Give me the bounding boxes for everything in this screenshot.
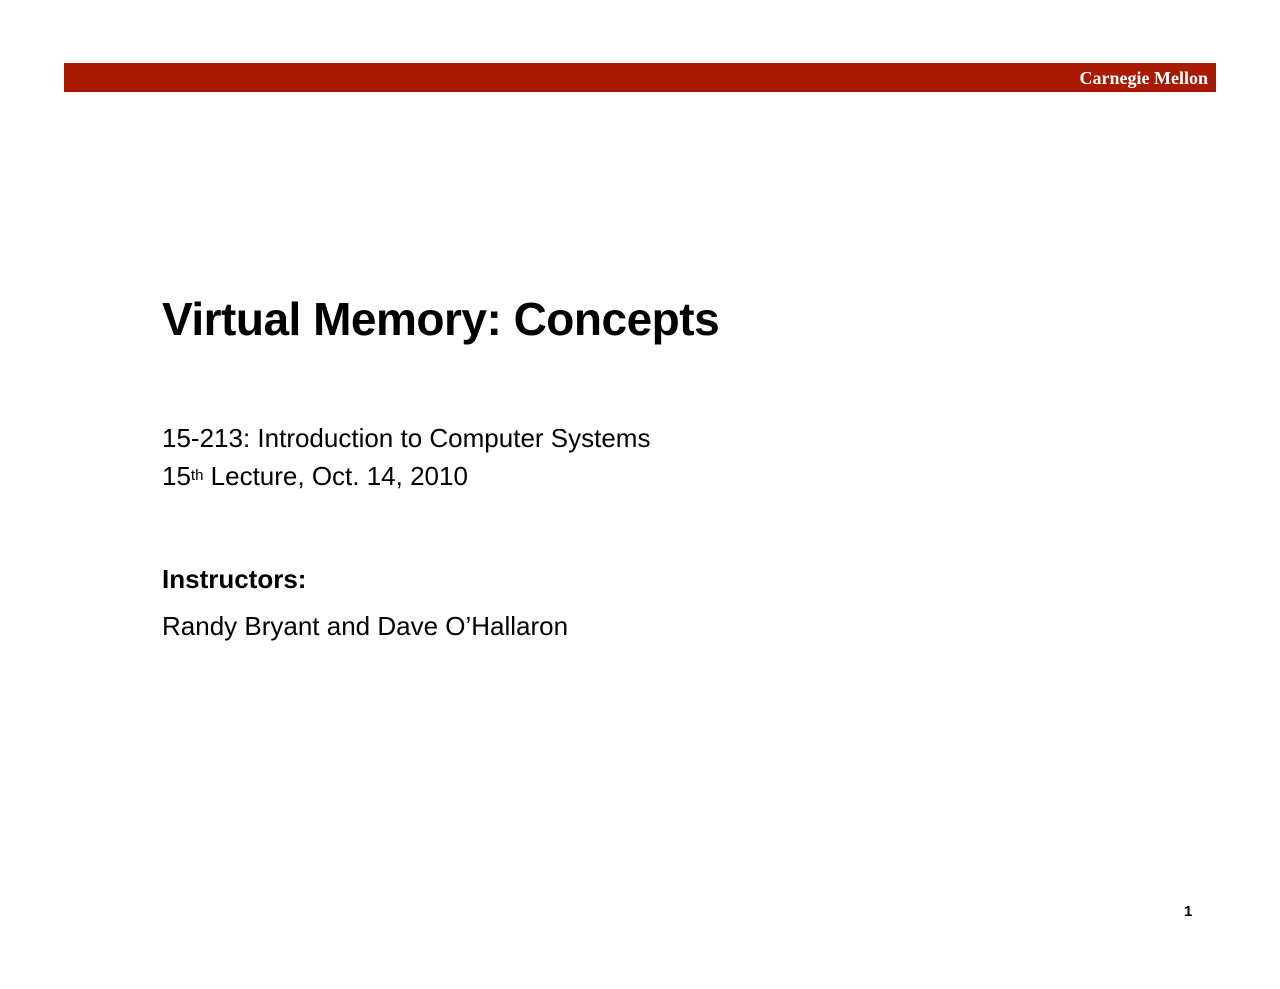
course-line: 15-213: Introduction to Computer Systems bbox=[162, 423, 651, 453]
page-number: 1 bbox=[1184, 903, 1193, 920]
brand-label: Carnegie Mellon bbox=[1079, 68, 1208, 88]
lecture-suffix: th bbox=[190, 467, 204, 484]
instructors-heading: Instructors: bbox=[162, 564, 307, 594]
lecture-number: 15 bbox=[162, 461, 191, 491]
lecture-line bbox=[162, 460, 468, 492]
lecture-details: Lecture, Oct. 14, 2010 bbox=[203, 461, 468, 491]
instructors-names: Randy Bryant and Dave O’Hallaron bbox=[162, 611, 569, 641]
header-bar bbox=[64, 63, 1216, 92]
slide-title: Virtual Memory: Concepts bbox=[162, 293, 720, 345]
